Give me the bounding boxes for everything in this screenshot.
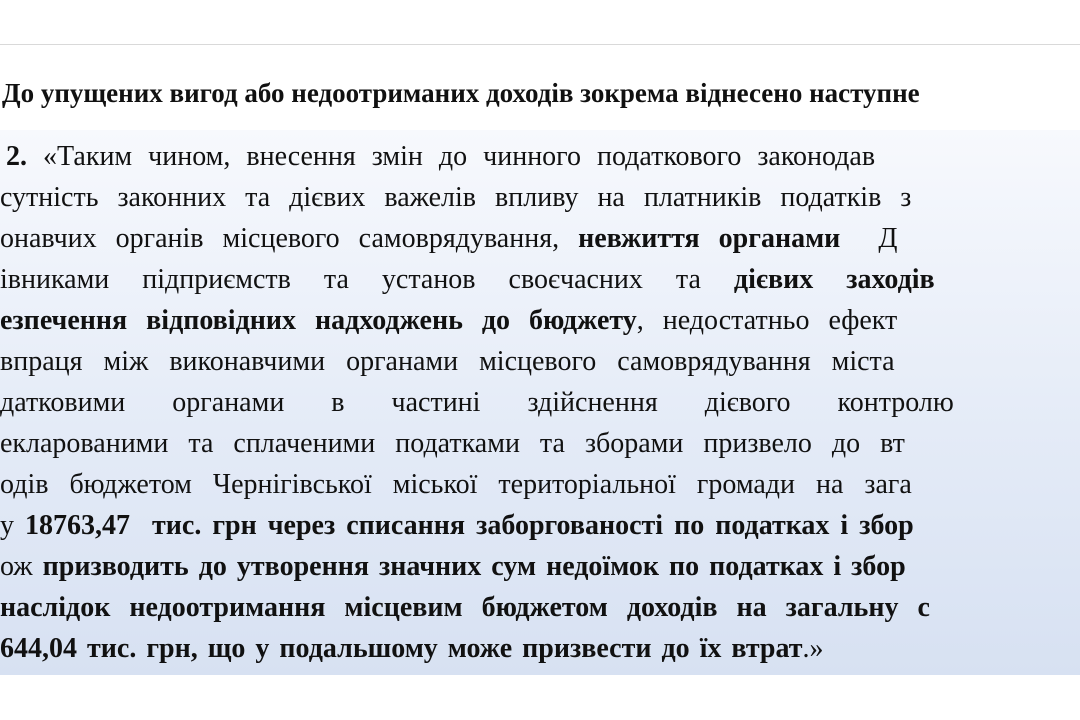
top-divider xyxy=(0,44,1080,45)
quote-line-1-segment-2: «Таким чином, внесення змін до чинного податкового законодав xyxy=(27,141,876,172)
quote-line-5 xyxy=(0,304,897,338)
quote-line-9 xyxy=(0,468,912,502)
quote-line-11 xyxy=(0,550,906,584)
quote-line-13-segment-2: .» xyxy=(802,633,824,664)
quote-line-1-segment-1: 2. xyxy=(6,141,27,172)
quote-line-11-segment-1: ож xyxy=(0,551,43,582)
quote-line-10 xyxy=(0,509,914,543)
quote-line-3-segment-3: Д xyxy=(840,223,898,254)
quote-line-3-segment-1: онавчих органів місцевого самоврядування, xyxy=(0,223,579,254)
quote-line-8-segment-1: екларованими та сплаченими податками та зборами призвело до вт xyxy=(0,428,905,459)
quote-line-5-segment-2: , недостатньо ефект xyxy=(636,305,898,336)
quote-line-5-segment-1: езпечення відповідних надходжень до бюджету xyxy=(0,305,637,336)
quote-line-13 xyxy=(0,632,824,666)
quote-line-8 xyxy=(0,427,905,461)
quote-line-13-segment-1: 644,04 тис. грн, що у подальшому може призвести до їх втрат xyxy=(0,633,803,664)
quote-line-7-segment-1: датковими органами в частині здійснення дієвого контролю xyxy=(0,387,954,418)
quote-line-3-segment-2: невжиття органами xyxy=(578,223,841,254)
quote-line-12 xyxy=(0,591,930,625)
quote-line-6 xyxy=(0,345,895,379)
quote-line-6-segment-1: впраця між виконавчими органами місцевого самоврядування міста xyxy=(0,346,895,377)
quote-line-9-segment-1: одів бюджетом Чернігівської міської територіальної громади на зага xyxy=(0,469,912,500)
quote-line-12-segment-1: наслідок недоотримання місцевим бюджетом доходів на загальну с xyxy=(0,592,930,623)
quote-line-4-segment-2: дієвих заходів xyxy=(733,264,935,295)
quote-line-10-segment-1: у xyxy=(0,510,25,541)
quote-line-2-segment-1: сутність законних та дієвих важелів впливу на платників податків з xyxy=(0,182,912,213)
quote-line-1 xyxy=(6,140,875,174)
quote-line-11-segment-2: призводить до утворення значних сум недоїмок по податках і збор xyxy=(42,551,906,582)
quote-line-3 xyxy=(0,222,897,256)
quote-line-10-segment-2: 18763,47 тис. грн через списання заборгованості по податках і збор xyxy=(25,510,914,541)
quote-line-2 xyxy=(0,181,911,215)
quote-line-4-segment-1: івниками підприємств та установ своєчасних та xyxy=(0,264,734,295)
quote-line-4 xyxy=(0,263,935,297)
section-heading: До упущених вигод або недоотриманих доходів зокрема віднесено наступне xyxy=(2,78,920,108)
quote-line-7 xyxy=(0,386,954,420)
